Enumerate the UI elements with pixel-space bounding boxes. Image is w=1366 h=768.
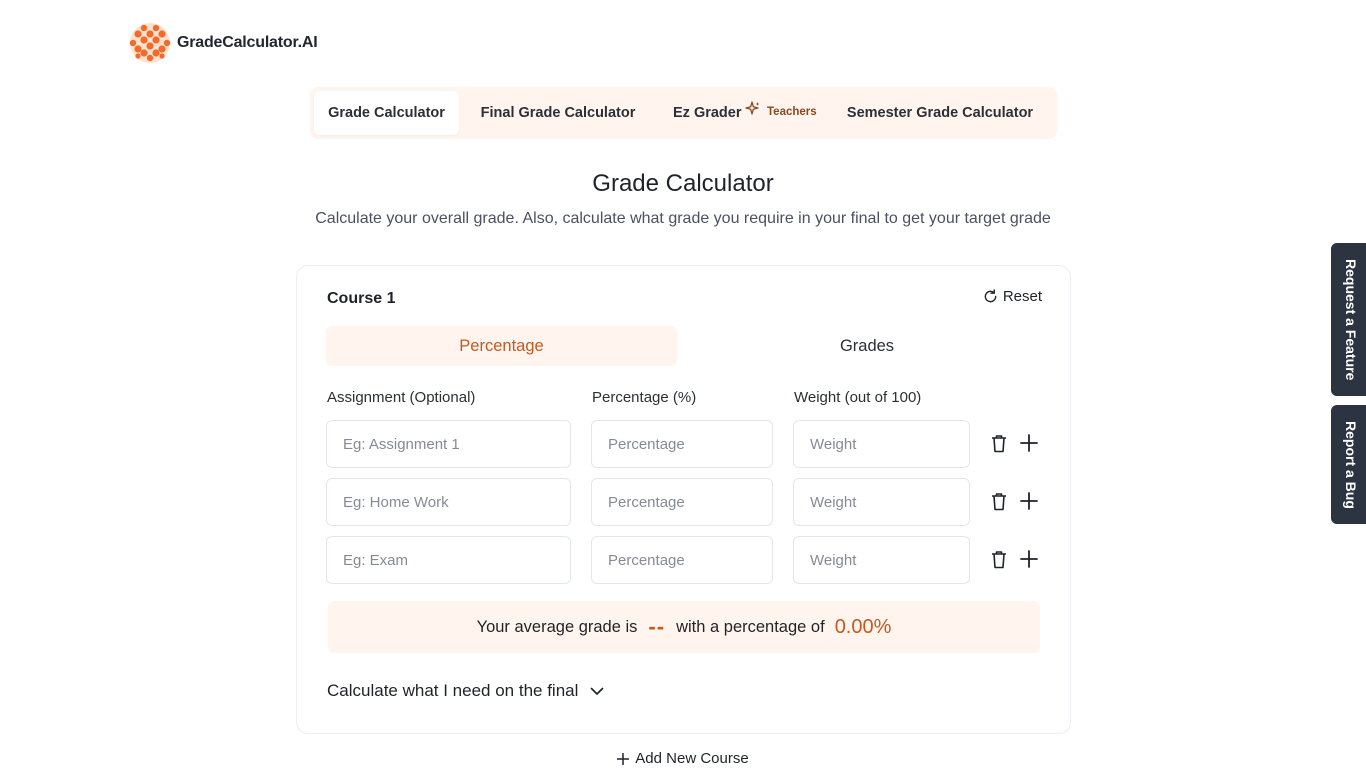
mode-percentage-tab[interactable]: Percentage <box>326 326 677 366</box>
plus-icon <box>617 753 629 765</box>
assignment-row <box>326 536 1046 584</box>
trash-icon[interactable] <box>991 550 1007 569</box>
tab-semester-grade-calculator[interactable] <box>829 91 1051 135</box>
brand-logo[interactable] <box>129 22 317 64</box>
report-bug-label: Report a Bug <box>1343 420 1359 509</box>
tab-label: Final Grade Calculator <box>480 105 636 121</box>
calculator-tabs <box>310 87 1057 139</box>
percentage-input[interactable] <box>591 478 773 526</box>
mode-grades-tab[interactable]: Grades <box>839 336 895 355</box>
chevron-down-icon <box>590 687 604 696</box>
result-prefix: Your average grade is <box>476 617 638 636</box>
average-percentage-value: 0.00% <box>834 615 892 638</box>
sparkle-icon <box>745 101 761 117</box>
tab-label: Grade Calculator <box>328 105 445 121</box>
logo-icon <box>129 22 171 64</box>
reset-button[interactable] <box>983 288 1042 305</box>
plus-icon[interactable] <box>1020 492 1038 510</box>
percentage-input[interactable] <box>591 420 773 468</box>
assignment-input[interactable] <box>326 536 571 584</box>
trash-icon[interactable] <box>991 434 1007 453</box>
report-bug-button[interactable] <box>1331 405 1366 524</box>
weight-input[interactable] <box>793 420 970 468</box>
plus-icon[interactable] <box>1020 434 1038 452</box>
assignment-row <box>326 420 1046 468</box>
assignment-row <box>326 478 1046 526</box>
tab-ez-grader[interactable] <box>657 91 829 135</box>
request-feature-label: Request a Feature <box>1343 258 1359 381</box>
plus-icon[interactable] <box>1020 550 1038 568</box>
trash-icon[interactable] <box>991 492 1007 511</box>
weight-input[interactable] <box>793 478 970 526</box>
percentage-column-label: Percentage (%) <box>592 389 697 406</box>
percentage-input[interactable] <box>591 536 773 584</box>
course-title[interactable]: Course 1 <box>327 290 396 307</box>
reset-icon <box>983 289 998 304</box>
assignment-input[interactable] <box>326 420 571 468</box>
teachers-badge: Teachers <box>767 106 817 118</box>
brand-name: GradeCalculator.AI <box>177 34 318 51</box>
assignment-input[interactable] <box>326 478 571 526</box>
weight-column-label: Weight (out of 100) <box>794 389 922 406</box>
tab-grade-calculator[interactable] <box>314 91 459 135</box>
page-subtitle: Calculate your overall grade. Also, calculate what grade you require in your final to get your target grade <box>315 210 1051 227</box>
tab-label: Ez Grader <box>673 105 742 121</box>
add-course-label: Add New Course <box>635 750 749 767</box>
reset-label: Reset <box>1002 288 1042 305</box>
add-course-button[interactable] <box>0 750 1366 767</box>
result-middle: with a percentage of <box>676 617 825 636</box>
average-grade-value: -- <box>648 614 666 639</box>
page-title: Grade Calculator <box>592 170 774 197</box>
tab-label: Semester Grade Calculator <box>846 105 1034 121</box>
tab-final-grade-calculator[interactable] <box>459 91 657 135</box>
request-feature-button[interactable] <box>1331 243 1366 396</box>
calculate-final-toggle[interactable] <box>327 681 604 701</box>
weight-input[interactable] <box>793 536 970 584</box>
calculate-final-label: Calculate what I need on the final <box>327 681 579 700</box>
assignment-column-label: Assignment (Optional) <box>327 389 476 406</box>
average-result <box>328 601 1040 653</box>
course-card <box>296 265 1071 734</box>
